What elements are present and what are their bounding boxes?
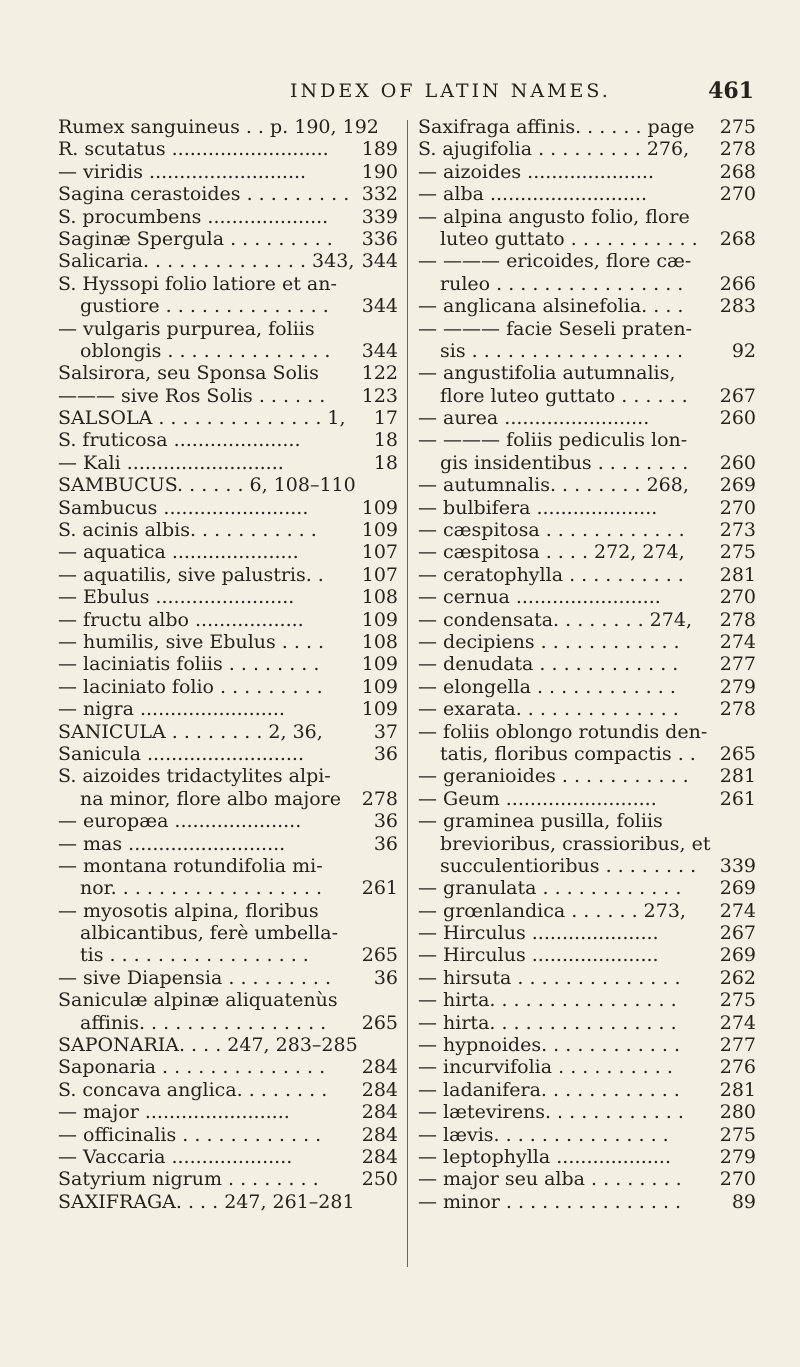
page-reference: 109 — [361, 653, 398, 676]
index-entry — [58, 1101, 398, 1123]
page-reference: 36 — [373, 810, 398, 833]
index-entry — [58, 698, 398, 720]
page-reference: 266 — [719, 272, 756, 295]
entry-text: — alpina angusto folio, flore — [418, 205, 690, 228]
index-entry — [58, 407, 398, 429]
index-entry — [58, 183, 398, 205]
entry-text: na minor, flore albo majore — [80, 787, 341, 810]
right-index-column — [418, 116, 756, 1213]
page-reference: 265 — [361, 1011, 398, 1034]
entry-text: — humilis, sive Ebulus . . . . — [58, 630, 325, 653]
index-entry — [58, 631, 398, 653]
index-entry — [418, 586, 756, 608]
page-reference: 277 — [719, 1034, 756, 1057]
index-entry — [418, 362, 756, 384]
entry-text: — incurvifolia . . . . . . . . . . — [418, 1056, 673, 1079]
entry-text: S. concava anglica. . . . . . . . — [58, 1078, 328, 1101]
index-entry — [418, 810, 756, 832]
entry-text: nor. . . . . . . . . . . . . . . . . . — [80, 877, 323, 900]
entry-text: — Ebulus ....................... — [58, 586, 295, 609]
entry-text: S. Hyssopi folio latiore et an- — [58, 272, 337, 295]
page-reference: 261 — [361, 877, 398, 900]
index-entry — [58, 989, 398, 1011]
index-entry — [58, 340, 398, 362]
page-reference: 273 — [719, 519, 756, 542]
index-entry — [418, 1146, 756, 1168]
page-reference: 344 — [361, 339, 398, 362]
index-entry — [418, 1168, 756, 1190]
page-reference: 284 — [361, 1101, 398, 1124]
page-reference: 189 — [361, 138, 398, 161]
entry-text: gustiore . . . . . . . . . . . . . . — [80, 295, 329, 318]
page-reference: 275 — [719, 989, 756, 1012]
index-entry — [418, 429, 756, 451]
entry-text: — ——— facie Seseli praten- — [418, 317, 692, 340]
entry-text: — viridis .......................... — [58, 160, 307, 183]
entry-text: — Hirculus ..................... — [418, 944, 659, 967]
page-reference: 336 — [361, 227, 398, 250]
entry-text: — Geum ......................... — [418, 787, 657, 810]
page-reference: 281 — [719, 765, 756, 788]
entry-text: — major seu alba . . . . . . . . — [418, 1168, 682, 1191]
index-entry — [418, 273, 756, 295]
page-reference: 36 — [373, 742, 398, 765]
index-entry — [418, 967, 756, 989]
index-entry — [418, 1124, 756, 1146]
page-reference: 122 — [361, 362, 398, 385]
page-reference: 36 — [373, 832, 398, 855]
entry-text: — graminea pusilla, foliis — [418, 810, 663, 833]
index-entry — [418, 1191, 756, 1213]
entry-text: — aizoides ..................... — [418, 160, 654, 183]
entry-text: — exarata. . . . . . . . . . . . . . — [418, 698, 679, 721]
index-entry — [58, 967, 398, 989]
index-entry — [418, 519, 756, 541]
page-reference: 18 — [373, 451, 398, 474]
index-entry — [418, 116, 756, 138]
entry-text: Sanicula .......................... — [58, 742, 305, 765]
entry-text: — aquatica ..................... — [58, 541, 299, 564]
entry-text: R. scutatus .......................... — [58, 138, 329, 161]
page-reference: 344 — [361, 250, 398, 273]
index-entry — [58, 206, 398, 228]
entry-text: S. procumbens .................... — [58, 205, 329, 228]
index-entry — [58, 1191, 398, 1213]
entry-text: — hirta. . . . . . . . . . . . . . . . — [418, 989, 677, 1012]
page-reference: 109 — [361, 675, 398, 698]
index-entry — [58, 653, 398, 675]
page-reference: 89 — [731, 1190, 756, 1213]
index-entry — [418, 1079, 756, 1101]
entry-text: Salsirora, seu Sponsa Solis — [58, 362, 319, 385]
entry-text: S. ajugifolia . . . . . . . . . 276, — [418, 138, 690, 161]
page-reference: 269 — [719, 877, 756, 900]
page-reference: 275 — [719, 541, 756, 564]
page-reference: 92 — [731, 339, 756, 362]
page-reference: 109 — [361, 608, 398, 631]
index-entry — [418, 944, 756, 966]
entry-text: affinis. . . . . . . . . . . . . . . . — [80, 1011, 327, 1034]
index-entry — [58, 944, 398, 966]
entry-text: Saginæ Spergula . . . . . . . . . — [58, 227, 333, 250]
entry-text: — alba .......................... — [418, 183, 648, 206]
entry-text: — ——— foliis pediculis lon- — [418, 429, 688, 452]
page-reference: 284 — [361, 1145, 398, 1168]
entry-text: — grœnlandica . . . . . . 273, — [418, 899, 686, 922]
entry-text: — major ........................ — [58, 1101, 290, 1124]
entry-text: tatis, floribus compactis . . — [440, 742, 696, 765]
entry-text: brevioribus, crassioribus, et — [440, 832, 711, 855]
page-reference: 265 — [361, 944, 398, 967]
entry-text: S. aizoides tridactylites alpi- — [58, 765, 331, 788]
entry-text: — sive Diapensia . . . . . . . . . — [58, 966, 332, 989]
entry-text: Sagina cerastoides . . . . . . . . . — [58, 183, 350, 206]
index-entry — [58, 1012, 398, 1034]
index-entry — [58, 1146, 398, 1168]
entry-text: — denudata . . . . . . . . . . . . — [418, 653, 679, 676]
entry-text: — Vaccaria .................... — [58, 1145, 293, 1168]
index-entry — [418, 138, 756, 160]
index-entry — [418, 318, 756, 340]
entry-text: — condensata. . . . . . . . 274, — [418, 608, 692, 631]
entry-text: Satyrium nigrum . . . . . . . . — [58, 1168, 319, 1191]
entry-text: ruleo . . . . . . . . . . . . . . . . — [440, 272, 684, 295]
entry-text: — geranioides . . . . . . . . . . . — [418, 765, 689, 788]
page-reference: 261 — [719, 787, 756, 810]
entry-text: — hypnoides. . . . . . . . . . . . — [418, 1034, 680, 1057]
index-entry — [58, 250, 398, 272]
entry-text: — cæspitosa . . . . 272, 274, — [418, 541, 685, 564]
index-entry — [418, 833, 756, 855]
page-reference: 277 — [719, 653, 756, 676]
page-reference: 278 — [719, 698, 756, 721]
index-entry — [58, 743, 398, 765]
page-reference: 332 — [361, 183, 398, 206]
index-entry — [418, 922, 756, 944]
page-reference: 260 — [719, 451, 756, 474]
page-reference: 274 — [719, 1011, 756, 1034]
entry-text: — ceratophylla . . . . . . . . . . — [418, 563, 684, 586]
index-entry — [58, 1168, 398, 1190]
page-reference: 274 — [719, 630, 756, 653]
entry-text: Rumex sanguineus . . p. 190, 192 — [58, 116, 379, 138]
index-entry — [418, 1034, 756, 1056]
index-entry — [58, 788, 398, 810]
index-entry — [418, 206, 756, 228]
page-reference: 270 — [719, 496, 756, 519]
entry-text: ——— sive Ros Solis . . . . . . — [58, 384, 326, 407]
index-entry — [418, 788, 756, 810]
index-entry — [418, 474, 756, 496]
entry-text: — ladanifera. . . . . . . . . . . . — [418, 1078, 680, 1101]
index-entry — [58, 228, 398, 250]
index-entry — [58, 1034, 398, 1056]
index-entry — [418, 1056, 756, 1078]
entry-text: — fructu albo .................. — [58, 608, 304, 631]
entry-text: — anglicana alsinefolia. . . . — [418, 295, 684, 318]
page-reference: 279 — [719, 1145, 756, 1168]
page-reference: 109 — [361, 496, 398, 519]
entry-text: — aquatilis, sive palustris. . — [58, 563, 324, 586]
entry-text: — cernua ........................ — [418, 586, 661, 609]
page-reference: 284 — [361, 1056, 398, 1079]
page-reference: 276 — [719, 1056, 756, 1079]
index-entry — [418, 541, 756, 563]
entry-text: — myosotis alpina, floribus — [58, 899, 319, 922]
index-entry — [418, 385, 756, 407]
index-entry — [58, 318, 398, 340]
entry-text: — autumnalis. . . . . . . . 268, — [418, 474, 689, 497]
entry-text: — minor . . . . . . . . . . . . . . . — [418, 1190, 682, 1213]
index-entry — [58, 273, 398, 295]
entry-text: SANICULA . . . . . . . . 2, 36, — [58, 720, 323, 743]
index-entry — [58, 586, 398, 608]
page-reference: 108 — [361, 586, 398, 609]
index-entry — [58, 877, 398, 899]
index-entry — [58, 900, 398, 922]
index-entry — [58, 474, 398, 496]
entry-text: — aurea ........................ — [418, 407, 650, 430]
index-entry — [418, 721, 756, 743]
entry-text: — cæspitosa . . . . . . . . . . . . — [418, 519, 685, 542]
entry-text: SAPONARIA. . . . 247, 283–285 — [58, 1034, 358, 1057]
entry-text: — Hirculus ..................... — [418, 922, 659, 945]
index-entry — [418, 653, 756, 675]
page-reference: 284 — [361, 1078, 398, 1101]
left-index-column — [58, 116, 398, 1213]
page-reference: 275 — [719, 116, 756, 138]
index-entry — [58, 497, 398, 519]
page-reference: 260 — [719, 407, 756, 430]
index-entry — [418, 698, 756, 720]
entry-text: flore luteo guttato . . . . . . — [440, 384, 688, 407]
entry-text: — angustifolia autumnalis, — [418, 362, 676, 385]
index-entry — [418, 743, 756, 765]
index-entry — [418, 564, 756, 586]
entry-text: — Kali .......................... — [58, 451, 284, 474]
entry-text: oblongis . . . . . . . . . . . . . . — [80, 339, 331, 362]
page-reference: 36 — [373, 966, 398, 989]
index-entry — [418, 407, 756, 429]
page-reference: 281 — [719, 563, 756, 586]
entry-text: — montana rotundifolia mi- — [58, 854, 323, 877]
running-title: INDEX OF LATIN NAMES. — [290, 80, 611, 102]
entry-text: — laciniatis foliis . . . . . . . . — [58, 653, 320, 676]
page-reference: 108 — [361, 630, 398, 653]
index-entry — [418, 497, 756, 519]
index-entry — [418, 855, 756, 877]
page-reference: 107 — [361, 541, 398, 564]
entry-text: SALSOLA . . . . . . . . . . . . . . 1, — [58, 407, 346, 430]
entry-text: SAMBUCUS. . . . . . 6, 108–110 — [58, 474, 356, 497]
page-reference: 37 — [373, 720, 398, 743]
entry-text: — granulata . . . . . . . . . . . . — [418, 877, 682, 900]
entry-text: — lætevirens. . . . . . . . . . . . — [418, 1101, 684, 1124]
index-entry — [58, 295, 398, 317]
page-reference: 267 — [719, 384, 756, 407]
entry-text: Saxifraga affinis. . . . . . page — [418, 116, 695, 138]
index-entry — [58, 362, 398, 384]
entry-text: — officinalis . . . . . . . . . . . . — [58, 1123, 322, 1146]
index-entry — [58, 385, 398, 407]
page-reference: 269 — [719, 474, 756, 497]
index-entry — [58, 922, 398, 944]
index-entry — [418, 877, 756, 899]
page-reference: 344 — [361, 295, 398, 318]
entry-text: — decipiens . . . . . . . . . . . . — [418, 630, 680, 653]
page-reference: 339 — [719, 854, 756, 877]
entry-text: gis insidentibus . . . . . . . . — [440, 451, 689, 474]
index-entry — [58, 855, 398, 877]
page-reference: 284 — [361, 1123, 398, 1146]
entry-text: Salicaria. . . . . . . . . . . . . . 343, — [58, 250, 355, 273]
page-reference: 270 — [719, 1168, 756, 1191]
entry-text: — foliis oblongo rotundis den- — [418, 720, 708, 743]
page-reference: 339 — [361, 205, 398, 228]
entry-text: — hirta. . . . . . . . . . . . . . . . — [418, 1011, 677, 1034]
index-entry — [58, 721, 398, 743]
page-reference: 123 — [361, 384, 398, 407]
entry-text: — europæa ..................... — [58, 810, 302, 833]
entry-text: — vulgaris purpurea, foliis — [58, 317, 315, 340]
page-reference: 279 — [719, 675, 756, 698]
index-entry — [418, 631, 756, 653]
page-reference: 267 — [719, 922, 756, 945]
entry-text: — mas .......................... — [58, 832, 286, 855]
index-entry — [418, 989, 756, 1011]
index-entry — [418, 765, 756, 787]
entry-text: tis . . . . . . . . . . . . . . . . . — [80, 944, 309, 967]
page-reference: 265 — [719, 742, 756, 765]
page-reference: 268 — [719, 160, 756, 183]
entry-text: — leptophylla ................... — [418, 1145, 672, 1168]
page-reference: 250 — [361, 1168, 398, 1191]
index-entry — [58, 138, 398, 160]
page-reference: 278 — [719, 608, 756, 631]
index-entry — [418, 609, 756, 631]
page-header — [0, 78, 800, 108]
index-entry — [418, 1101, 756, 1123]
index-entry — [418, 452, 756, 474]
index-entry — [418, 250, 756, 272]
column-divider — [407, 120, 408, 1267]
index-entry — [58, 810, 398, 832]
page-reference: 268 — [719, 227, 756, 250]
index-entry — [58, 452, 398, 474]
page-reference: 269 — [719, 944, 756, 967]
page-reference: 109 — [361, 698, 398, 721]
entry-text: succulentioribus . . . . . . . . — [440, 854, 697, 877]
index-entry — [58, 1124, 398, 1146]
entry-text: — laciniato folio . . . . . . . . . — [58, 675, 323, 698]
entry-text: Saniculæ alpinæ aliquatenùs — [58, 989, 338, 1012]
entry-text: Sambucus ........................ — [58, 496, 309, 519]
index-entry — [418, 161, 756, 183]
page-reference: 107 — [361, 563, 398, 586]
entry-text: — bulbifera .................... — [418, 496, 658, 519]
page-reference: 270 — [719, 586, 756, 609]
index-entry — [418, 1012, 756, 1034]
entry-text: — nigra ........................ — [58, 698, 285, 721]
page-reference: 275 — [719, 1123, 756, 1146]
index-entry — [58, 429, 398, 451]
page-reference: 190 — [361, 160, 398, 183]
page-reference: 17 — [373, 407, 398, 430]
page-reference: 278 — [361, 787, 398, 810]
index-entry — [58, 161, 398, 183]
page-number: 461 — [708, 78, 754, 104]
index-entry — [58, 116, 398, 138]
page-reference: 283 — [719, 295, 756, 318]
index-entry — [418, 183, 756, 205]
page-reference: 270 — [719, 183, 756, 206]
entry-text: — ——— ericoides, flore cæ- — [418, 250, 692, 273]
entry-text: — hirsuta . . . . . . . . . . . . . . — [418, 966, 681, 989]
index-entry — [418, 676, 756, 698]
index-entry — [58, 765, 398, 787]
index-entry — [58, 519, 398, 541]
index-entry — [418, 900, 756, 922]
index-entry — [58, 1056, 398, 1078]
entry-text: SAXIFRAGA. . . . 247, 261–281 — [58, 1190, 355, 1213]
page-reference: 262 — [719, 966, 756, 989]
page-reference: 18 — [373, 429, 398, 452]
page-reference: 109 — [361, 519, 398, 542]
index-entry — [58, 564, 398, 586]
entry-text: luteo guttato . . . . . . . . . . . — [440, 227, 698, 250]
entry-text: — lævis. . . . . . . . . . . . . . . — [418, 1123, 669, 1146]
index-entry — [58, 609, 398, 631]
page-reference: 281 — [719, 1078, 756, 1101]
page-reference: 278 — [719, 138, 756, 161]
index-entry — [58, 676, 398, 698]
index-entry — [418, 295, 756, 317]
entry-text: S. fruticosa ..................... — [58, 429, 301, 452]
page-reference: 280 — [719, 1101, 756, 1124]
entry-text: albicantibus, ferè umbella- — [80, 922, 338, 945]
page-reference: 274 — [719, 899, 756, 922]
entry-text: S. acinis albis. . . . . . . . . . . — [58, 519, 317, 542]
index-entry — [58, 1079, 398, 1101]
index-entry — [418, 340, 756, 362]
index-entry — [418, 228, 756, 250]
entry-text: — elongella . . . . . . . . . . . . — [418, 675, 676, 698]
entry-text: sis . . . . . . . . . . . . . . . . . . — [440, 339, 684, 362]
entry-text: Saponaria . . . . . . . . . . . . . . — [58, 1056, 326, 1079]
index-entry — [58, 541, 398, 563]
index-entry — [58, 833, 398, 855]
